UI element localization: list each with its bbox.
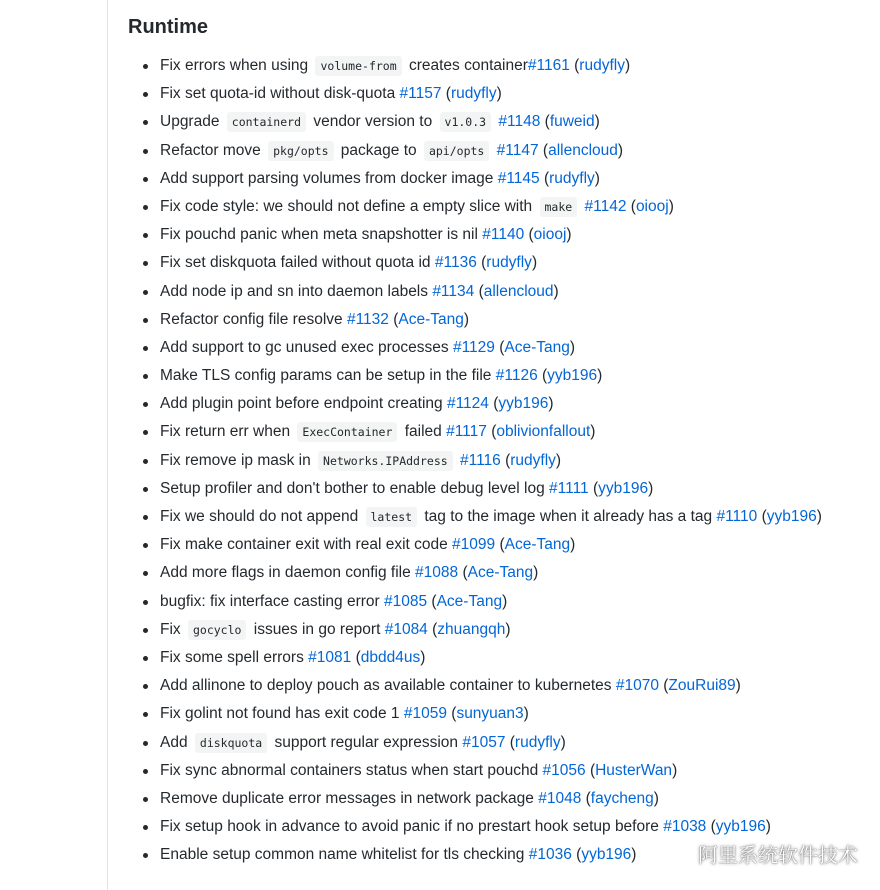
item-text: ) [672, 761, 678, 779]
item-text: Add support parsing volumes from docker image [160, 169, 498, 187]
author-link[interactable]: HusterWan [595, 761, 673, 779]
list-item [128, 278, 868, 306]
list-item [128, 503, 868, 531]
item-text: Add more flags in daemon config file [160, 564, 416, 582]
item-text: ) [505, 620, 511, 638]
item-text: Fix pouchd panic when meta snapshotter is nil [160, 226, 483, 244]
item-text: Fix return err when [160, 423, 295, 441]
author-link[interactable]: rudyfly [579, 57, 625, 74]
list-item [128, 193, 868, 221]
item-text: Add support to gc unused exec processes [160, 338, 453, 356]
inline-code: gocyclo [188, 620, 246, 640]
item-text: ) [648, 479, 654, 497]
item-text: ( [351, 648, 361, 666]
item-text: ) [617, 141, 624, 159]
item-text: creates container [404, 57, 528, 74]
item-text: Enable setup common name whitelist for tls checking [160, 846, 529, 864]
pr-link[interactable]: #1056 [542, 761, 586, 779]
item-text: ( [441, 85, 451, 103]
item-text: Fix remove ip mask in [160, 451, 316, 469]
item-text: ( [757, 508, 767, 525]
item-text: ) [463, 310, 470, 328]
inline-code: api/opts [424, 141, 489, 161]
item-text: Add node ip and sn into daemon labels [160, 282, 433, 300]
item-text: ( [569, 57, 580, 74]
inline-code: latest [366, 507, 418, 527]
author-link[interactable]: allencloud [548, 141, 618, 159]
list-item [128, 52, 868, 80]
pr-link[interactable]: #1148 [498, 113, 541, 131]
item-text: vendor version to [309, 113, 437, 131]
pr-link[interactable]: #1084 [384, 620, 428, 638]
item-text: ) [594, 113, 600, 131]
pr-link[interactable]: #1145 [497, 169, 540, 187]
item-text: ( [458, 564, 468, 582]
pr-link[interactable]: #1088 [415, 564, 459, 582]
author-link[interactable]: rudyfly [549, 169, 595, 187]
inline-code: make [540, 197, 578, 217]
pr-link[interactable]: #1081 [308, 648, 352, 666]
item-text: ( [474, 282, 484, 300]
pr-link[interactable]: #1111 [549, 479, 589, 497]
pr-link[interactable]: #1110 [716, 508, 758, 525]
author-link[interactable]: Ace-Tang [504, 338, 570, 356]
pr-link[interactable]: #1057 [462, 733, 506, 751]
inline-code: diskquota [195, 733, 267, 753]
author-link[interactable]: zhuangqh [437, 620, 506, 638]
item-text: ) [624, 57, 631, 74]
item-text: support regular expression [270, 733, 463, 751]
item-text: tag to the image when it already has a tag [420, 508, 717, 525]
item-text: ( [505, 733, 515, 751]
inline-code: pkg/opts [268, 141, 333, 161]
item-text: ( [538, 141, 549, 159]
list-item [128, 757, 868, 785]
item-text: ( [500, 451, 511, 469]
item-text: ( [495, 536, 505, 554]
changelog-list [128, 52, 868, 869]
list-item [128, 559, 868, 587]
pr-link[interactable]: #1116 [459, 451, 501, 469]
item-text: Add [160, 733, 192, 751]
item-text: ( [626, 197, 636, 215]
list-item [128, 672, 868, 700]
item-text: ) [555, 451, 562, 469]
item-text: ) [570, 536, 576, 554]
pr-link[interactable]: #1147 [496, 141, 539, 159]
author-link[interactable]: rudyfly [486, 254, 532, 272]
release-notes-section [128, 12, 868, 869]
list-item [128, 447, 868, 475]
item-text: ( [581, 789, 591, 807]
author-link[interactable]: yyb196 [498, 395, 549, 413]
item-text: ) [590, 423, 596, 441]
item-text: ) [569, 338, 576, 356]
pr-link[interactable]: #1157 [399, 85, 442, 103]
list-item [128, 418, 868, 446]
item-text: Upgrade [160, 113, 224, 131]
content-left-border [107, 0, 108, 890]
item-text: ) [502, 592, 508, 610]
item-text: ) [523, 705, 529, 723]
item-text: Make TLS config params can be setup in the file [160, 367, 496, 385]
author-link[interactable]: yyb196 [598, 479, 649, 497]
pr-link[interactable]: #1036 [528, 846, 572, 864]
pr-link[interactable]: #1140 [482, 226, 525, 244]
inline-code: v1.0.3 [440, 112, 492, 132]
author-link[interactable]: oiooj [533, 226, 567, 244]
author-link[interactable]: ZouRui89 [668, 677, 736, 695]
author-link[interactable]: allencloud [483, 282, 554, 300]
item-text: ( [427, 620, 438, 638]
item-text: ( [476, 254, 487, 272]
author-link[interactable]: oblivionfallout [496, 423, 591, 441]
list-item [128, 362, 868, 390]
item-text: ( [427, 592, 437, 610]
author-link[interactable]: yyb196 [581, 846, 632, 864]
list-item [128, 644, 868, 672]
pr-link[interactable]: #1129 [452, 338, 495, 356]
item-text: failed [400, 423, 447, 441]
item-text: ( [588, 479, 599, 497]
inline-code: Networks.IPAddress [318, 451, 453, 471]
item-text: Fix set quota-id without disk-quota [160, 85, 400, 103]
item-text: Fix setup hook in advance to avoid panic if no prestart hook setup before [160, 818, 664, 836]
author-link[interactable]: sunyuan3 [456, 705, 524, 723]
list-item [128, 588, 868, 616]
list-item [128, 813, 868, 841]
inline-code: ExecContainer [297, 422, 397, 442]
item-text: ( [537, 367, 548, 385]
list-item [128, 475, 868, 503]
list-item [128, 700, 868, 728]
pr-link[interactable]: #1161 [527, 57, 570, 74]
item-text: ( [658, 677, 669, 695]
item-text: Add plugin point before endpoint creating [160, 395, 447, 413]
item-text: ( [388, 310, 399, 328]
item-text: Add allinone to deploy pouch as available container to kubernetes [160, 677, 616, 695]
item-text: package to [336, 141, 421, 159]
list-item [128, 221, 868, 249]
list-item [128, 334, 868, 362]
item-text: ( [706, 818, 716, 836]
item-text: ) [816, 508, 822, 525]
pr-link[interactable]: #1059 [403, 705, 447, 723]
item-text: bugfix: fix interface casting error [160, 592, 384, 610]
item-text: Fix set diskquota failed without quota id [160, 254, 435, 272]
list-item [128, 616, 868, 644]
item-text: Fix errors when using [160, 57, 313, 74]
pr-link[interactable]: #1134 [432, 282, 475, 300]
item-text: ( [539, 169, 550, 187]
item-text: ( [486, 423, 497, 441]
author-link[interactable]: dbdd4us [360, 648, 421, 666]
pr-link[interactable]: #1048 [538, 789, 582, 807]
item-text: ) [566, 226, 572, 244]
author-link[interactable]: faycheng [590, 789, 654, 807]
pr-link[interactable]: #1099 [452, 536, 496, 554]
author-link[interactable]: Ace-Tang [504, 536, 571, 554]
inline-code: containerd [227, 112, 306, 132]
item-text: ) [765, 818, 771, 836]
item-text: Fix some spell errors [160, 648, 309, 666]
pr-link[interactable]: #1126 [495, 367, 538, 385]
item-text: ) [548, 395, 554, 413]
item-text: ( [524, 226, 534, 244]
section-title: Runtime [128, 16, 208, 38]
list-item [128, 249, 868, 277]
list-item [128, 108, 868, 136]
item-text: Refactor move [160, 141, 266, 159]
item-text: ( [446, 705, 457, 723]
list-item [128, 80, 868, 108]
item-text: Fix golint not found has exit code 1 [160, 705, 404, 723]
list-item [128, 306, 868, 334]
item-text: ) [553, 282, 559, 300]
item-text: ) [631, 846, 637, 864]
pr-link[interactable]: #1117 [446, 423, 487, 441]
item-text: ( [488, 395, 499, 413]
list-item [128, 729, 868, 757]
item-text: Setup profiler and don't bother to enable debug level log [160, 479, 550, 497]
item-text: ( [585, 761, 596, 779]
author-link[interactable]: Ace-Tang [398, 310, 464, 328]
author-link[interactable]: oiooj [635, 197, 669, 215]
watermark [666, 839, 858, 868]
author-link[interactable]: rudyfly [510, 451, 556, 469]
item-text: ( [540, 113, 550, 131]
author-link[interactable]: Ace-Tang [436, 592, 503, 610]
item-text: Fix sync abnormal containers status when start pouchd [160, 761, 543, 779]
list-item [128, 165, 868, 193]
list-item [128, 390, 868, 418]
item-text: Fix code style: we should not define a empty slice with [160, 197, 537, 215]
list-item [128, 531, 868, 559]
author-link[interactable]: Ace-Tang [467, 564, 534, 582]
item-text: ) [594, 169, 600, 187]
item-text: ) [653, 789, 659, 807]
item-text: ) [668, 197, 674, 215]
item-text: ) [597, 367, 603, 385]
author-link[interactable]: yyb196 [766, 508, 817, 525]
author-link[interactable]: fuweid [549, 113, 595, 131]
inline-code: volume-from [315, 56, 401, 76]
item-text: ) [735, 677, 741, 695]
pr-link[interactable]: #1124 [446, 395, 489, 413]
author-link[interactable]: yyb196 [715, 818, 766, 836]
item-text: ) [420, 648, 426, 666]
item-text: Remove duplicate error messages in network package [160, 789, 539, 807]
list-item [128, 785, 868, 813]
author-link[interactable]: rudyfly [514, 733, 561, 751]
pr-link[interactable]: #1085 [384, 592, 428, 610]
item-text: Fix we should do not append [160, 508, 363, 525]
pr-link[interactable]: #1132 [346, 310, 389, 328]
author-link[interactable]: rudyfly [450, 85, 497, 103]
wechat-icon [666, 843, 692, 865]
author-link[interactable]: yyb196 [547, 367, 598, 385]
pr-link[interactable]: #1038 [663, 818, 707, 836]
item-text: Fix [160, 620, 185, 638]
item-text: Fix make container exit with real exit code [160, 536, 453, 554]
item-text: ) [533, 564, 539, 582]
pr-link[interactable]: #1142 [584, 197, 627, 215]
item-text: Refactor config file resolve [160, 310, 347, 328]
item-text: issues in go report [249, 620, 385, 638]
pr-link[interactable]: #1136 [434, 254, 477, 272]
item-text: ) [531, 254, 538, 272]
pr-link[interactable]: #1070 [615, 677, 659, 695]
list-item [128, 137, 868, 165]
watermark-text: 阿里系统软件技术 [698, 843, 858, 867]
item-text: ) [496, 85, 502, 103]
item-text: ( [571, 846, 582, 864]
item-text: ( [494, 338, 505, 356]
item-text: ) [560, 733, 566, 751]
